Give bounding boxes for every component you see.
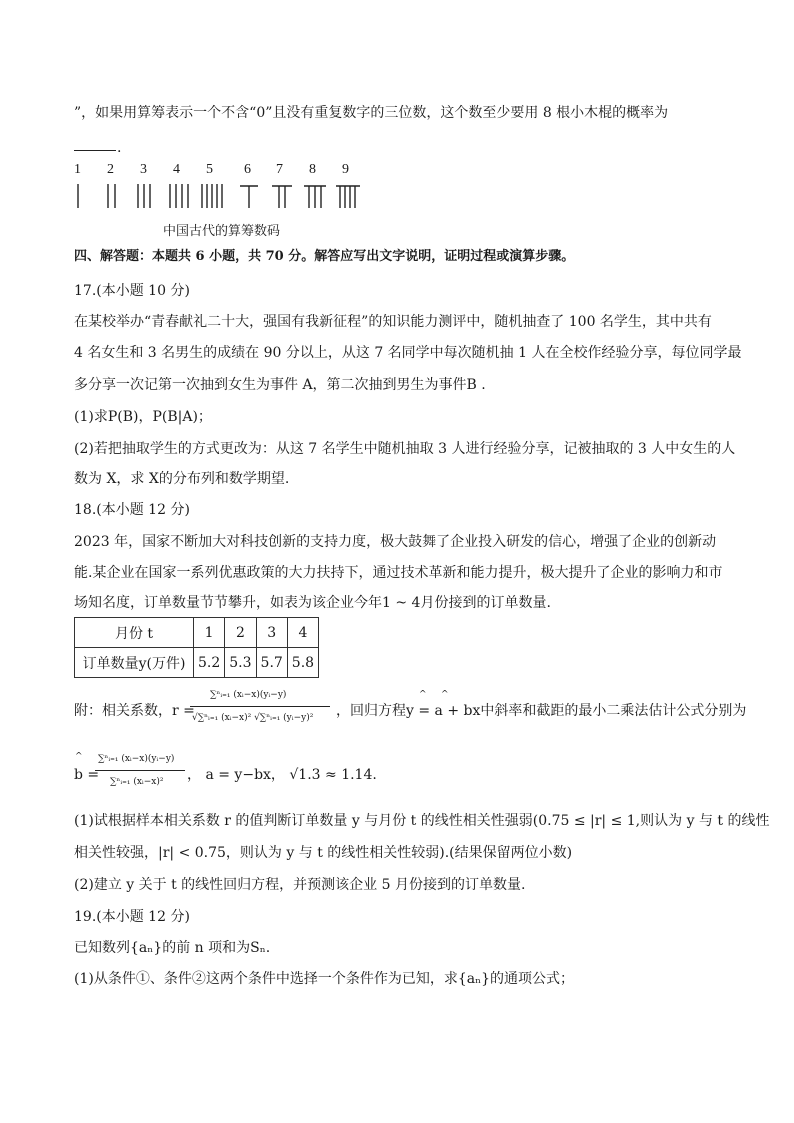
q17-paragraph-line: 4 名女生和 3 名男生的成绩在 90 分以上，从这 7 名同学中每次随机抽 1 人在全校作经验分享，每位同学最 bbox=[74, 345, 742, 361]
rod-digit: 7 bbox=[276, 162, 283, 177]
q18-paragraph-line: 2023 年，国家不断加大对科技创新的支持力度，极大鼓舞了企业投入研发的信心，增强了企业的创新动 bbox=[74, 534, 717, 550]
formula-note-mid: ，回归方程y = a + bx中斜率和截距的最小二乘法估计公式分别为 bbox=[336, 703, 747, 719]
rod-digit: 4 bbox=[173, 162, 180, 177]
rod-6 bbox=[240, 186, 258, 208]
answer-blank-end: . bbox=[117, 140, 122, 156]
q18-heading: 18.(本小题 12 分) bbox=[74, 502, 190, 518]
table-cell: 5.7 bbox=[256, 648, 287, 678]
rod-9 bbox=[336, 186, 360, 208]
rod-digit: 2 bbox=[107, 162, 114, 177]
b-fraction-bar bbox=[95, 770, 185, 771]
rod-digit: 6 bbox=[244, 162, 251, 177]
table-cell: 1 bbox=[194, 618, 225, 648]
rod-8 bbox=[304, 186, 326, 208]
q18-subquestion-2: (2)建立 y 关于 t 的线性回归方程，并预测该企业 5 月份接到的订单数量. bbox=[74, 877, 526, 893]
table-header-orders: 订单数量y(万件) bbox=[75, 648, 194, 678]
answer-blank bbox=[74, 150, 116, 151]
b-prefix: b = bbox=[74, 767, 100, 783]
rod-digit: 5 bbox=[206, 162, 213, 177]
orders-table bbox=[74, 617, 319, 678]
table-row bbox=[75, 618, 319, 648]
r-fraction-bar bbox=[190, 706, 330, 707]
table-cell: 2 bbox=[225, 618, 256, 648]
rod-digit: 8 bbox=[309, 162, 316, 177]
hat-mark: ^ bbox=[419, 690, 427, 700]
hat-mark: ^ bbox=[75, 752, 83, 762]
section-heading: 四、解答题：本题共 6 小题，共 70 分。解答应写出文字说明，证明过程或演算步骤。 bbox=[74, 249, 575, 264]
table-cell: 5.8 bbox=[287, 648, 318, 678]
table-cell: 5.2 bbox=[194, 648, 225, 678]
rod-digit: 9 bbox=[342, 162, 349, 177]
table-cell: 3 bbox=[256, 618, 287, 648]
q17-subquestion-2: (2)若把抽取学生的方式更改为：从这 7 名学生中随机抽取 3 人进行经验分享，记被抽取的 3 人中女生的人 bbox=[74, 441, 736, 457]
r-numerator: ∑ⁿᵢ₌₁ (xᵢ−x)(yᵢ−y) bbox=[210, 690, 287, 700]
q19-subquestion-1: (1)从条件①、条件②这两个条件中选择一个条件作为已知，求{aₙ}的通项公式； bbox=[74, 971, 575, 987]
rods-drawing bbox=[70, 180, 370, 212]
rod-digit: 1 bbox=[74, 162, 81, 177]
q18-subquestion-1-cont: 相关性较强，|r| < 0.75，则认为 y 与 t 的线性相关性较弱).(结果保留两位小数) bbox=[74, 845, 573, 861]
rod-3 bbox=[138, 184, 150, 208]
b-numerator: ∑ⁿᵢ₌₁ (xᵢ−x)(yᵢ−y) bbox=[98, 754, 175, 764]
q17-paragraph-line: 在某校举办“青春献礼二十大，强国有我新征程”的知识能力测评中，随机抽查了 100 名学生，其中共有 bbox=[74, 314, 712, 330]
q18-subquestion-1: (1)试根据样本相关系数 r 的值判断订单数量 y 与月份 t 的线性相关性强弱(0.75 ≤ |r| ≤ 1,则认为 y 与 t 的线性 bbox=[74, 813, 770, 829]
hat-mark: ^ bbox=[441, 690, 449, 700]
formula-note-prefix: 附：相关系数，r = bbox=[74, 703, 195, 719]
table-cell: 5.3 bbox=[225, 648, 256, 678]
intro-line: ”，如果用算筹表示一个不含“0”且没有重复数字的三位数，这个数至少要用 8 根小木棍的概率为 bbox=[74, 105, 669, 121]
q19-paragraph-line: 已知数列{aₙ}的前 n 项和为Sₙ. bbox=[74, 940, 271, 956]
rod-7 bbox=[272, 186, 292, 208]
q17-paragraph-line: 多分享一次记第一次抽到女生为事件 A，第二次抽到男生为事件B . bbox=[74, 377, 486, 393]
rod-digit: 3 bbox=[140, 162, 147, 177]
table-header-month: 月份 t bbox=[75, 618, 194, 648]
rods-caption: 中国古代的算筹数码 bbox=[163, 224, 281, 239]
table-cell: 4 bbox=[287, 618, 318, 648]
q19-heading: 19.(本小题 12 分) bbox=[74, 909, 190, 925]
q18-paragraph-line: 场知名度，订单数量节节攀升，如表为该企业今年1 ~ 4月份接到的订单数量. bbox=[74, 595, 551, 611]
rod-5 bbox=[202, 184, 222, 208]
b-suffix: ， a = y−bx， √1.3 ≈ 1.14. bbox=[187, 767, 377, 783]
rod-2 bbox=[108, 184, 115, 208]
q17-subquestion-1: (1)求P(B)，P(B|A)； bbox=[74, 409, 212, 425]
q17-subquestion-2-cont: 数为 X，求 X的分布列和数学期望. bbox=[74, 471, 290, 487]
q17-heading: 17.(本小题 10 分) bbox=[74, 283, 190, 299]
table-row bbox=[75, 648, 319, 678]
r-denominator: √∑ⁿᵢ₌₁ (xᵢ−x)² √∑ⁿᵢ₌₁ (yᵢ−y)² bbox=[192, 713, 314, 723]
rod-4 bbox=[170, 184, 188, 208]
b-denominator: ∑ⁿᵢ₌₁ (xᵢ−x)² bbox=[110, 777, 164, 787]
q18-paragraph-line: 能.某企业在国家一系列优惠政策的大力扶持下，通过技术革新和能力提升，极大提升了企业的影响力和市 bbox=[74, 565, 723, 581]
